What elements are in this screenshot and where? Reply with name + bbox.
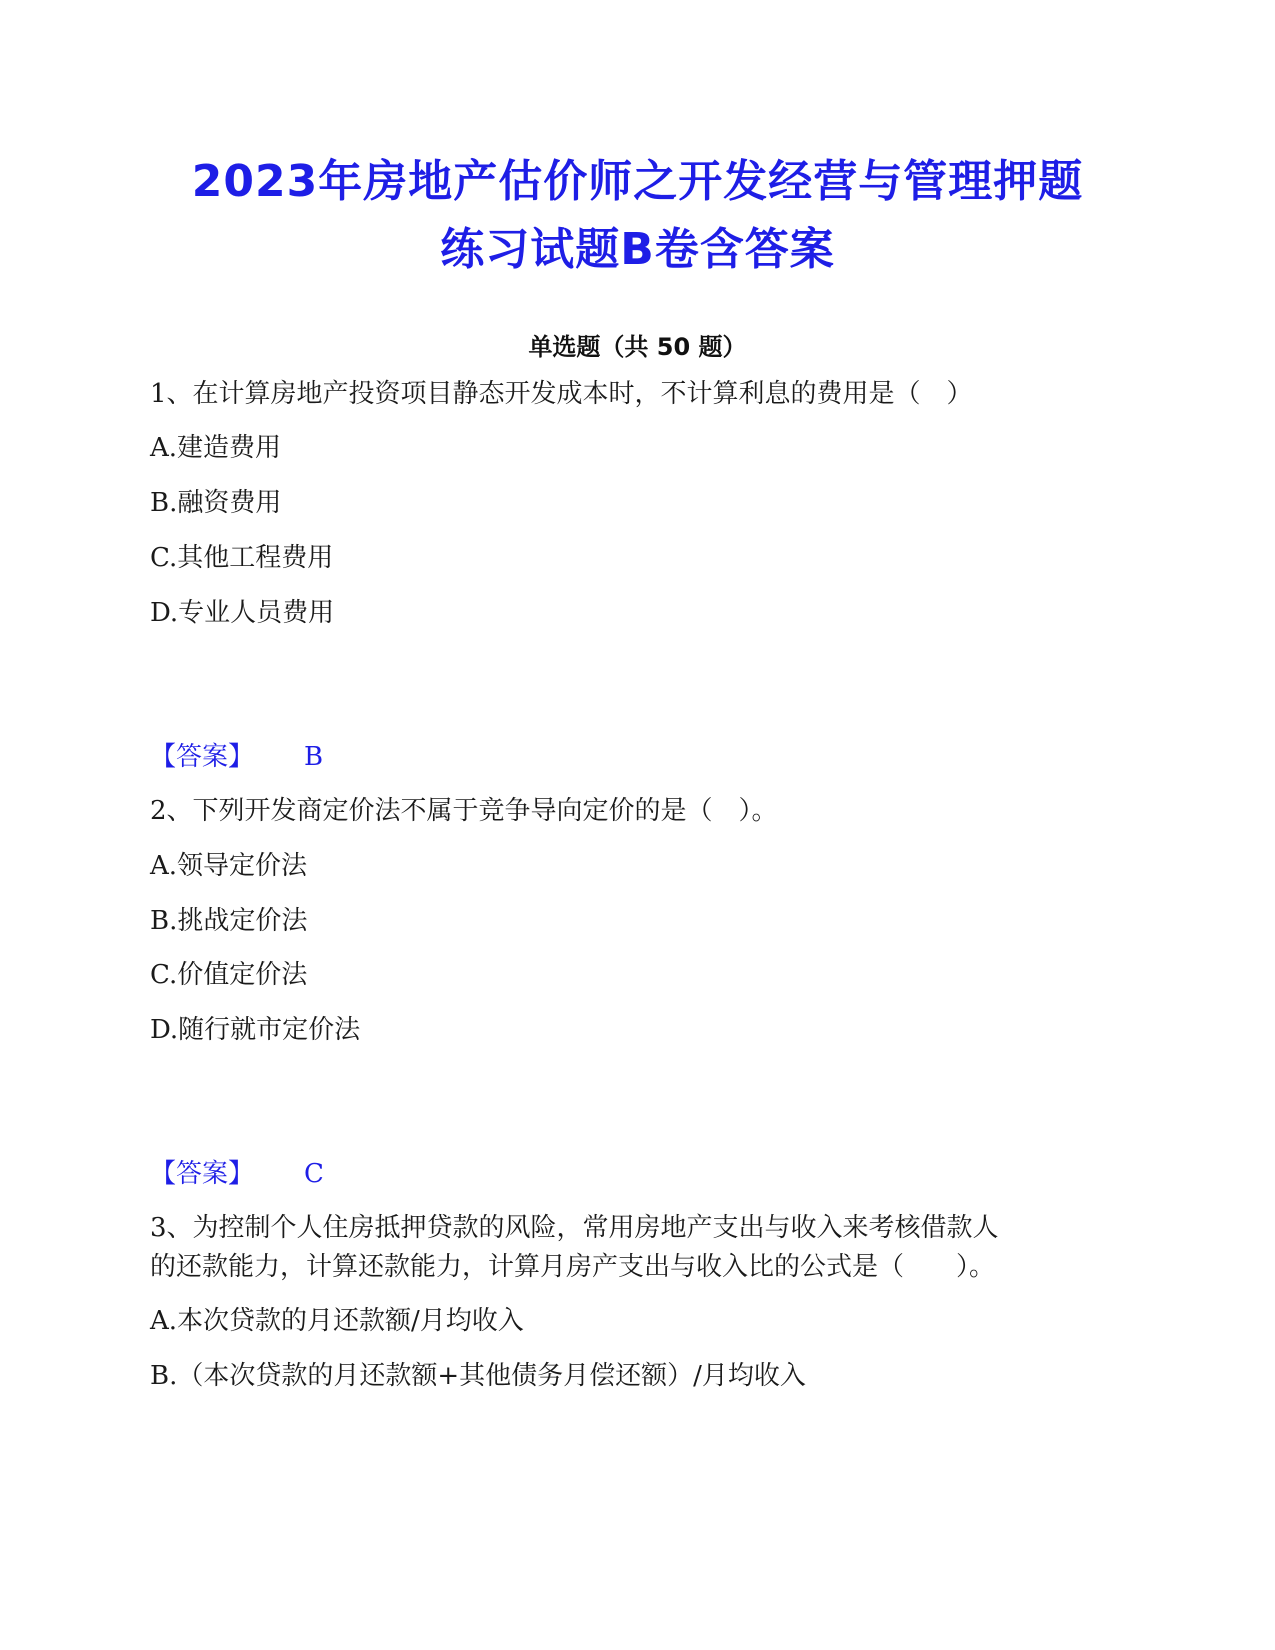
question-2-stem: 2、下列开发商定价法不属于竞争导向定价的是（ ）。 xyxy=(150,796,778,826)
answer-label: 【答案】 xyxy=(150,742,255,772)
question-2-option-b: B.挑战定价法 xyxy=(150,906,308,936)
question-3-option-a: A.本次贷款的月还款额/月均收入 xyxy=(150,1306,524,1336)
answer-value: C xyxy=(304,1159,324,1189)
question-1-option-a: A.建造费用 xyxy=(150,433,282,463)
question-1-option-d: D.专业人员费用 xyxy=(150,598,335,628)
answer-value: B xyxy=(304,742,324,772)
answer-label: 【答案】 xyxy=(150,1159,255,1189)
question-2-option-a: A.领导定价法 xyxy=(150,851,308,881)
question-1-answer xyxy=(150,739,323,775)
question-1-option-b: B.融资费用 xyxy=(150,488,282,518)
question-2-option-c: C.价值定价法 xyxy=(150,960,308,990)
question-1-option-c: C.其他工程费用 xyxy=(150,543,334,573)
section-heading: 单选题（共 50 题） xyxy=(528,333,747,361)
question-2-answer xyxy=(150,1156,324,1192)
question-3-stem-line-1: 3、为控制个人住房抵押贷款的风险，常用房地产支出与收入来考核借款人 xyxy=(150,1213,999,1243)
document-title-line-1: 2023年房地产估价师之开发经营与管理押题 xyxy=(191,156,1084,207)
question-2-option-d: D.随行就市定价法 xyxy=(150,1015,361,1045)
question-3-stem-line-2: 的还款能力，计算还款能力，计算月房产支出与收入比的公式是（ ）。 xyxy=(150,1252,996,1282)
document-title-line-2: 练习试题B卷含答案 xyxy=(440,224,835,275)
question-3-option-b: B.（本次贷款的月还款额+其他债务月偿还额）/月均收入 xyxy=(150,1361,806,1391)
question-1-stem: 1、在计算房地产投资项目静态开发成本时，不计算利息的费用是（ ） xyxy=(150,379,973,409)
